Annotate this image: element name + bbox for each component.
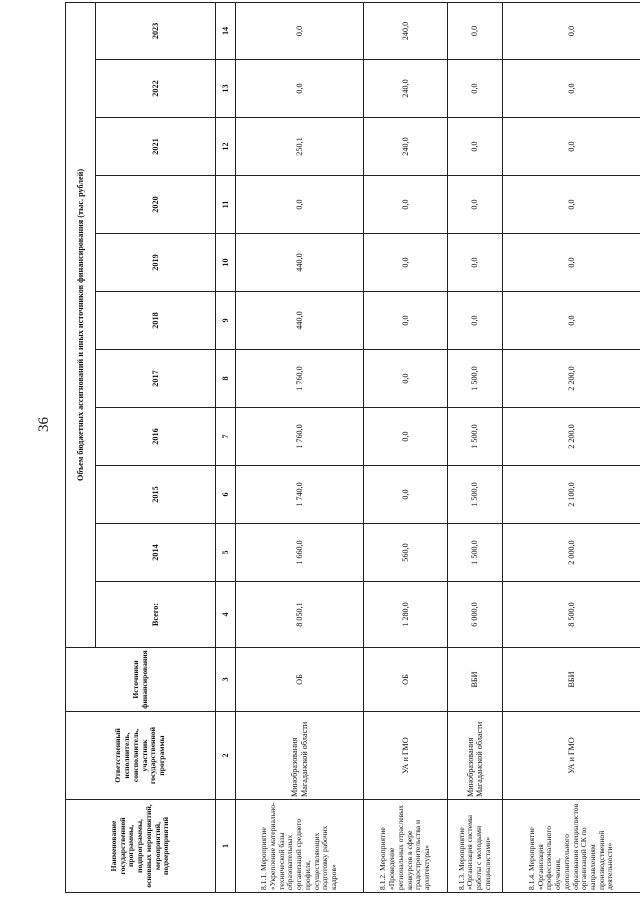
header-year: 2017 bbox=[96, 350, 216, 408]
row-value: 0,0 bbox=[236, 176, 364, 234]
column-number: 12 bbox=[216, 118, 236, 176]
page-number: 36 bbox=[36, 417, 52, 432]
row-source: ОБ bbox=[364, 648, 448, 712]
row-value: 0,0 bbox=[364, 292, 448, 350]
financing-table bbox=[65, 2, 640, 893]
row-value: 440,0 bbox=[236, 292, 364, 350]
header-volume: Объем бюджетных ассигнований и иных источников финансирования (тыс. рублей) bbox=[66, 2, 96, 647]
row-value: 0,0 bbox=[448, 292, 503, 350]
row-value: 0,0 bbox=[364, 350, 448, 408]
header-year: 2018 bbox=[96, 292, 216, 350]
row-value: 1 760,0 bbox=[236, 350, 364, 408]
row-value: 440,0 bbox=[236, 234, 364, 292]
header-year: 2016 bbox=[96, 408, 216, 466]
column-number: 5 bbox=[216, 524, 236, 582]
header-year: 2014 bbox=[96, 524, 216, 582]
row-source: ОБ bbox=[236, 648, 364, 712]
row-value: 1 500,0 bbox=[448, 350, 503, 408]
column-number: 4 bbox=[216, 582, 236, 648]
column-number: 9 bbox=[216, 292, 236, 350]
row-total: 6 000,0 bbox=[448, 582, 503, 648]
header-year: 2019 bbox=[96, 234, 216, 292]
row-value: 0,0 bbox=[236, 60, 364, 118]
row-value: 1 760,0 bbox=[236, 408, 364, 466]
row-value: 1 740,0 bbox=[236, 466, 364, 524]
row-value: 0,0 bbox=[364, 408, 448, 466]
row-source: ВБИ bbox=[448, 648, 503, 712]
row-value: 0,0 bbox=[503, 118, 640, 176]
row-value: 0,0 bbox=[448, 60, 503, 118]
row-total: 8 050,1 bbox=[236, 582, 364, 648]
row-value: 2 100,0 bbox=[503, 466, 640, 524]
row-value: 2 200,0 bbox=[503, 350, 640, 408]
row-value: 240,0 bbox=[364, 118, 448, 176]
row-value: 0,0 bbox=[503, 234, 640, 292]
row-value: 2 200,0 bbox=[503, 408, 640, 466]
row-value: 0,0 bbox=[236, 2, 364, 59]
row-value: 0,0 bbox=[503, 2, 640, 59]
column-number: 14 bbox=[216, 2, 236, 59]
header-year: 2020 bbox=[96, 176, 216, 234]
column-number: 13 bbox=[216, 60, 236, 118]
column-number: 8 bbox=[216, 350, 236, 408]
column-number: 10 bbox=[216, 234, 236, 292]
table-row bbox=[448, 2, 503, 892]
header-year: 2023 bbox=[96, 2, 216, 59]
row-value: 0,0 bbox=[503, 292, 640, 350]
row-value: 0,0 bbox=[503, 60, 640, 118]
header-total: Всего: bbox=[96, 582, 216, 648]
row-value: 0,0 bbox=[448, 234, 503, 292]
table-row bbox=[364, 2, 448, 892]
row-value: 1 500,0 bbox=[448, 408, 503, 466]
row-value: 0,0 bbox=[364, 466, 448, 524]
row-executor: Минобразования Магаданской области bbox=[236, 712, 364, 800]
row-executor: Минобразования Магаданской области bbox=[448, 712, 503, 800]
row-value: 0,0 bbox=[364, 176, 448, 234]
row-value: 250,1 bbox=[236, 118, 364, 176]
column-number: 7 bbox=[216, 408, 236, 466]
row-value: 0,0 bbox=[448, 2, 503, 59]
header-year: 2022 bbox=[96, 60, 216, 118]
row-name: 8.1.1. Мероприятие «Укрепление материально-технической базы образовательных организаций среднего профиля, осуществляющих подготовку рабочих кадров» bbox=[236, 800, 364, 893]
row-value: 0,0 bbox=[448, 118, 503, 176]
column-number: 2 bbox=[216, 712, 236, 800]
row-total: 8 500,0 bbox=[503, 582, 640, 648]
row-value: 1 500,0 bbox=[448, 466, 503, 524]
row-value: 1 500,0 bbox=[448, 524, 503, 582]
table-row bbox=[503, 2, 640, 892]
row-source: ВБИ bbox=[503, 648, 640, 712]
header-year: 2015 bbox=[96, 466, 216, 524]
row-name: 8.1.2. Мероприятие «Проведение региональных отраслевых конкурсов в сфере градостроительства и архитектуры» bbox=[364, 800, 448, 893]
header-executor: Ответственный исполнитель, соисполнитель, участник государственной программы bbox=[66, 712, 216, 800]
row-value: 560,0 bbox=[364, 524, 448, 582]
row-executor: УА и ГМО bbox=[364, 712, 448, 800]
column-number: 11 bbox=[216, 176, 236, 234]
row-value: 0,0 bbox=[448, 176, 503, 234]
header-name: Наименование государственной программы, подпрограммы, основных мероприятий, мероприятий, подмероприятий bbox=[66, 800, 216, 893]
column-number: 6 bbox=[216, 466, 236, 524]
rotated-page bbox=[65, 3, 620, 893]
row-total: 1 280,0 bbox=[364, 582, 448, 648]
row-value: 1 660,0 bbox=[236, 524, 364, 582]
row-name: 8.1.4. Мероприятие «Организация профессионального обучения, дополнительного образования специалистов организаций СК по направлениям производственной деятельности» bbox=[503, 800, 640, 893]
table-row bbox=[236, 2, 364, 892]
row-executor: УА и ГМО bbox=[503, 712, 640, 800]
row-name: 8.1.3. Мероприятие «Организация системы работы с молодыми специалистами» bbox=[448, 800, 503, 893]
column-number: 1 bbox=[216, 800, 236, 893]
row-value: 240,0 bbox=[364, 2, 448, 59]
header-source: Источники финансирования bbox=[66, 648, 216, 712]
header-year: 2021 bbox=[96, 118, 216, 176]
row-value: 240,0 bbox=[364, 60, 448, 118]
row-value: 2 000,0 bbox=[503, 524, 640, 582]
column-number: 3 bbox=[216, 648, 236, 712]
row-value: 0,0 bbox=[503, 176, 640, 234]
row-value: 0,0 bbox=[364, 234, 448, 292]
